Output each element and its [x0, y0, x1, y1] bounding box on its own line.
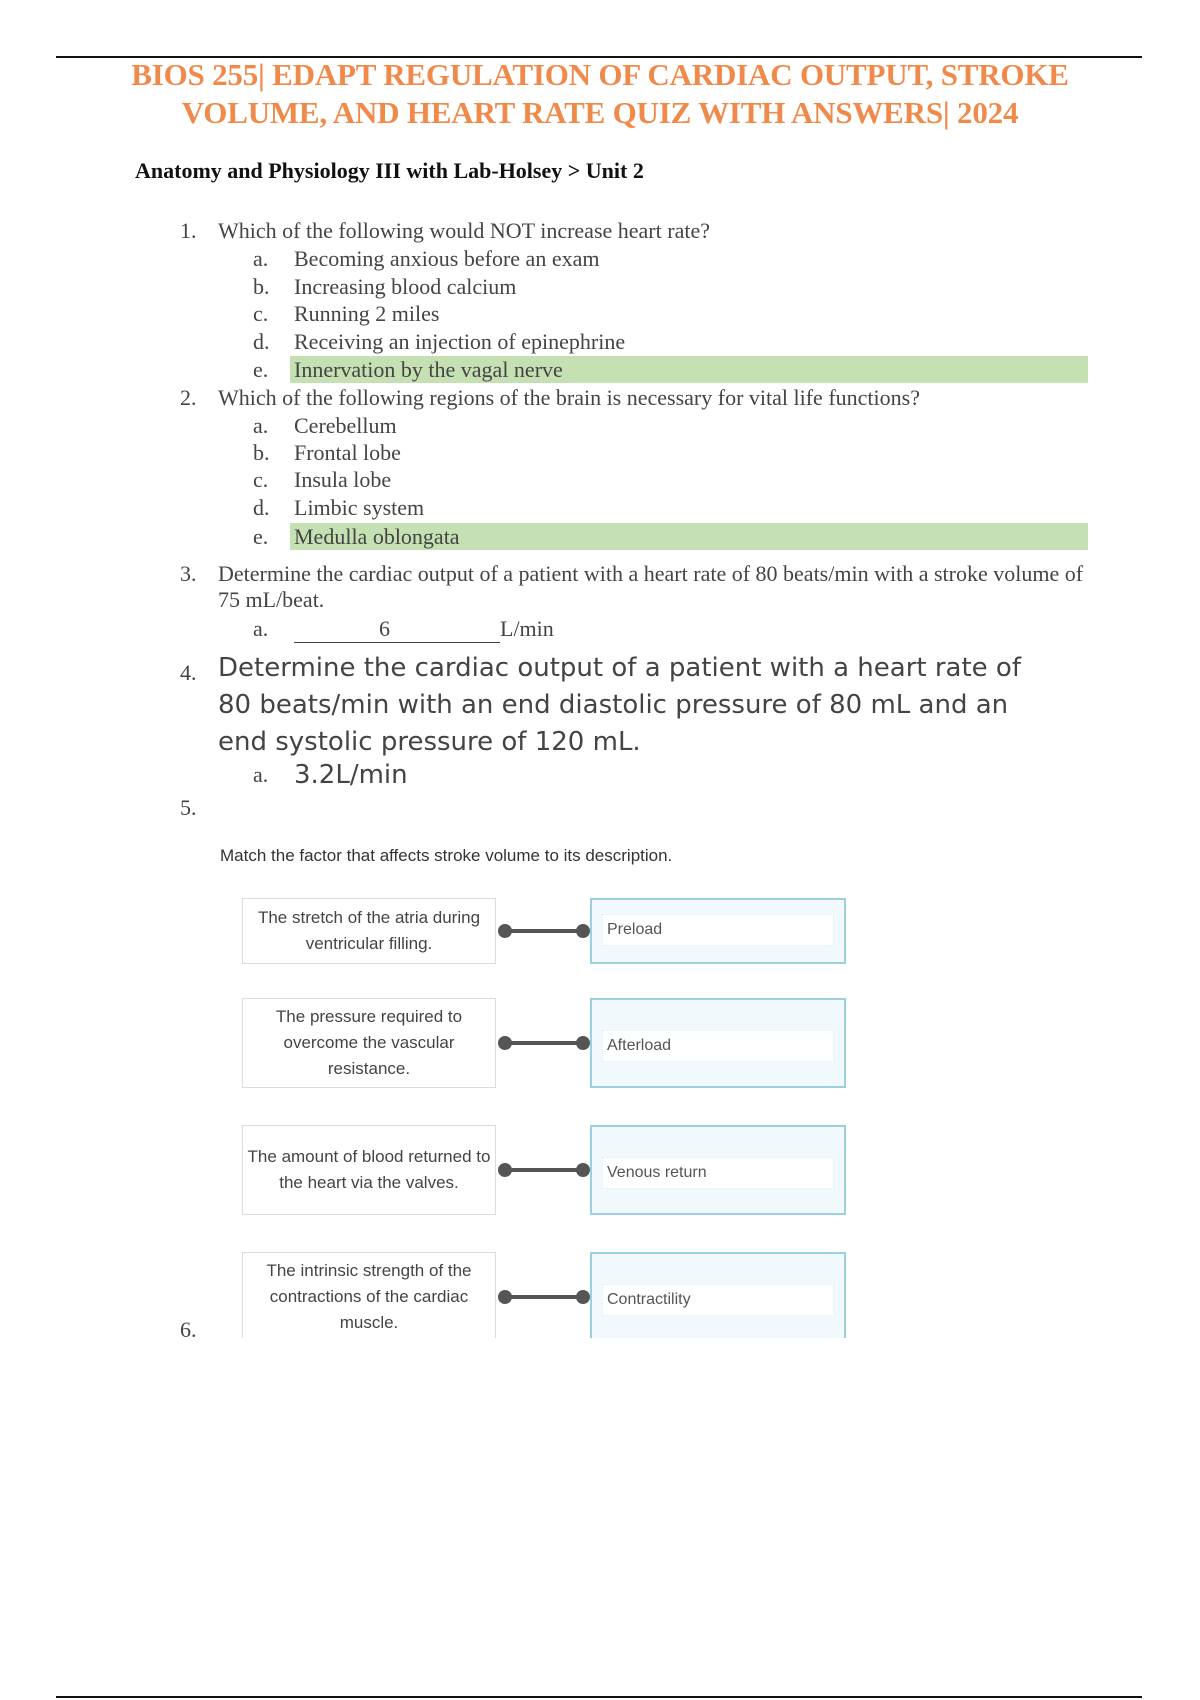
- match-term[interactable]: Contractility: [602, 1284, 834, 1316]
- connector-handle[interactable]: [498, 1290, 512, 1304]
- match-term[interactable]: Preload: [602, 914, 834, 946]
- question-number: 6.: [180, 1317, 197, 1342]
- match-target-afterload[interactable]: [590, 998, 846, 1088]
- match-target-contractility[interactable]: [590, 1252, 846, 1342]
- question-text: Determine the cardiac output of a patient with a heart rate of 80 beats/min with an end diastolic pressure of 80 mL and an end systolic pressure of 120 mL.: [218, 653, 1021, 757]
- match-term[interactable]: Venous return: [602, 1157, 834, 1189]
- connector-handle[interactable]: [498, 1036, 512, 1050]
- match-connector[interactable]: [498, 1036, 590, 1050]
- answer-value: 6: [294, 616, 390, 643]
- match-connector[interactable]: [498, 1290, 590, 1304]
- answer-unit: L/min: [500, 616, 554, 641]
- question-text: Determine the cardiac output of a patient with a heart rate of 80 beats/min with a stroke volume of 75 mL/beat.: [218, 561, 1084, 612]
- match-term[interactable]: Afterload: [602, 1030, 834, 1062]
- connector-handle[interactable]: [498, 1163, 512, 1177]
- document-title: BIOS 255| EDAPT REGULATION OF CARDIAC OUTPUT, STROKE VOLUME, AND HEART RATE QUIZ WITH ANSWERS| 2024: [131, 57, 1069, 130]
- question-number: 2.: [180, 385, 197, 410]
- question-number: 3.: [180, 561, 197, 586]
- connector-handle[interactable]: [576, 1290, 590, 1304]
- connector-handle[interactable]: [576, 1036, 590, 1050]
- connector-handle[interactable]: [576, 1163, 590, 1177]
- question-text: Which of the following would NOT increase heart rate?: [218, 218, 710, 243]
- match-connector[interactable]: [498, 924, 590, 938]
- connector-handle[interactable]: [498, 924, 512, 938]
- match-description[interactable]: The intrinsic strength of the contractions of the cardiac muscle.: [242, 1252, 496, 1342]
- bottom-rule: [56, 1696, 1142, 1698]
- question-number: 5.: [180, 795, 197, 820]
- match-description[interactable]: The stretch of the atria during ventricular filling.: [242, 898, 496, 964]
- match-instruction: Match the factor that affects stroke volume to its description.: [220, 846, 673, 865]
- match-connector[interactable]: [498, 1163, 590, 1177]
- match-target-venous-return[interactable]: [590, 1125, 846, 1215]
- question-number: 1.: [180, 218, 197, 243]
- screenshot-crop-edge: [230, 1338, 870, 1346]
- connector-handle[interactable]: [576, 924, 590, 938]
- question-number: 4.: [180, 660, 197, 685]
- match-description[interactable]: The amount of blood returned to the heart via the valves.: [242, 1125, 496, 1215]
- question-text: Which of the following regions of the brain is necessary for vital life functions?: [218, 385, 920, 410]
- match-target-preload[interactable]: [590, 898, 846, 964]
- match-description[interactable]: The pressure required to overcome the vascular resistance.: [242, 998, 496, 1088]
- course-breadcrumb: Anatomy and Physiology III with Lab-Holsey > Unit 2: [135, 158, 644, 183]
